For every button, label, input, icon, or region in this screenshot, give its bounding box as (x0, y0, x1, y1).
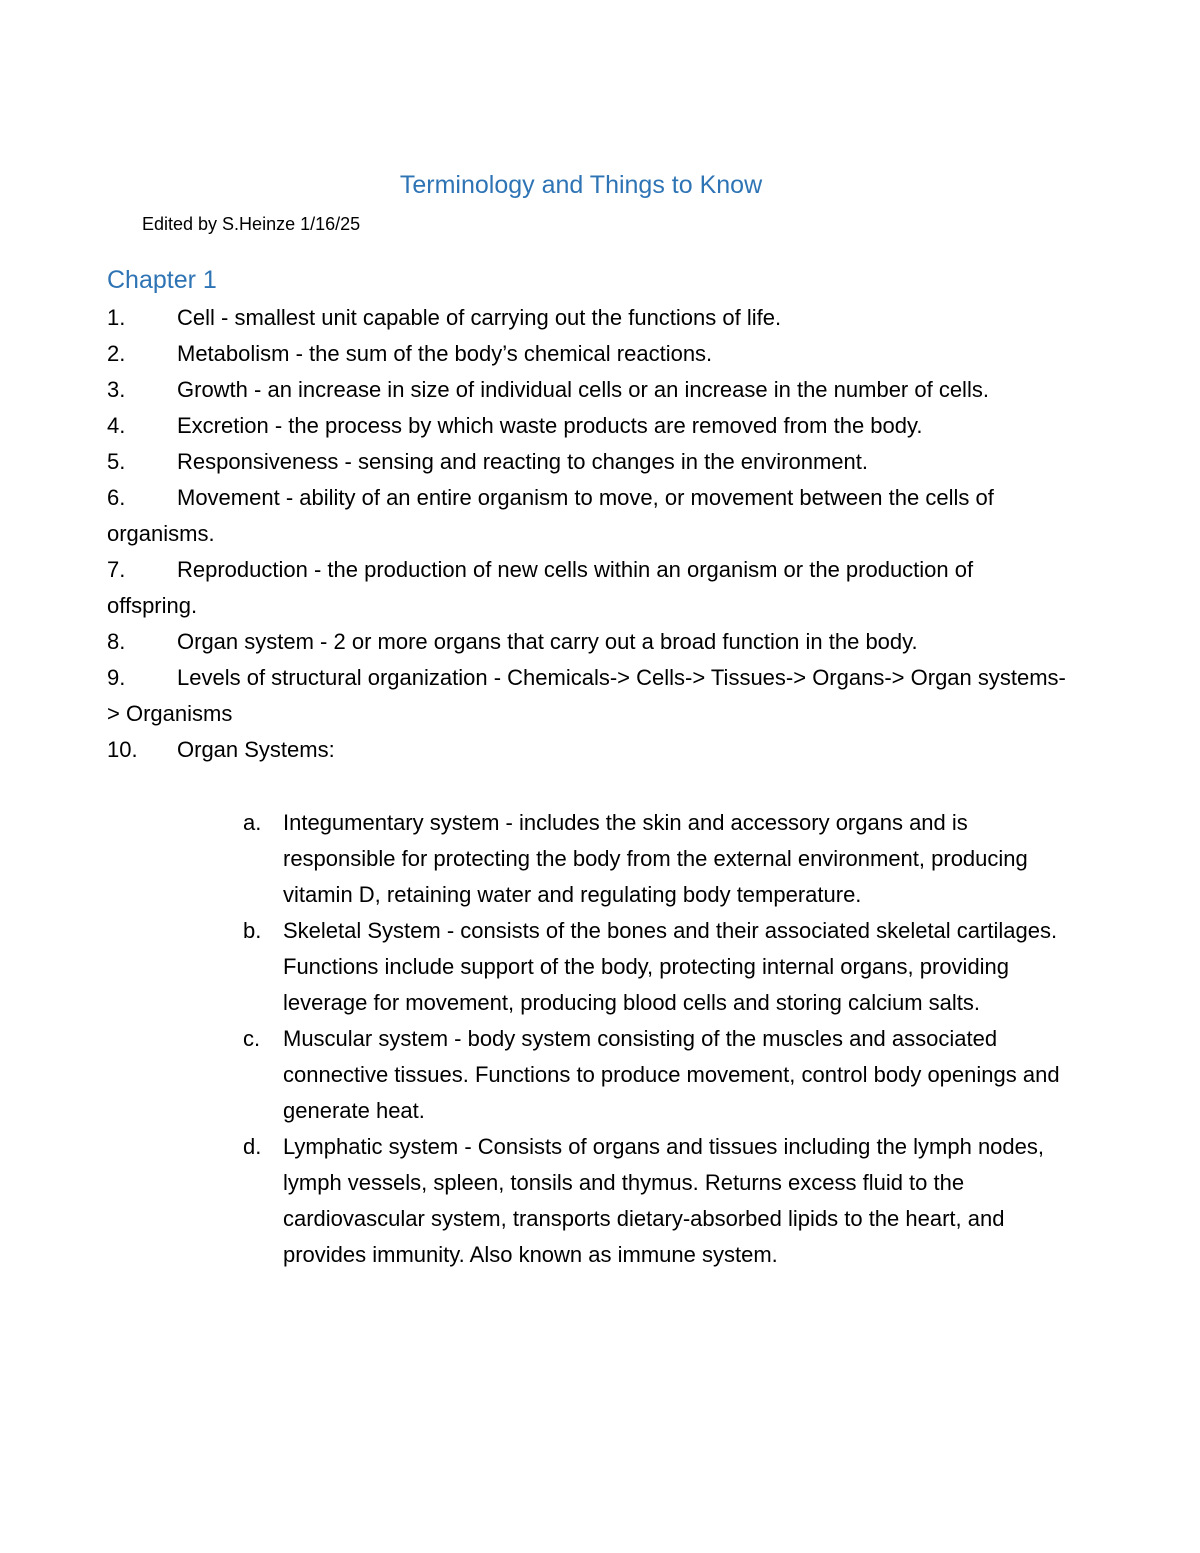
term-number: 7. (107, 557, 126, 582)
organ-system-item-a (243, 805, 1073, 913)
term-text: Responsiveness - sensing and reacting to changes in the environment. (177, 449, 868, 474)
term-text: Organ system - 2 or more organs that carry out a broad function in the body. (177, 629, 918, 654)
term-number: 10. (107, 737, 138, 762)
document-title: Terminology and Things to Know (399, 171, 763, 199)
term-item-3 (107, 372, 1067, 408)
sub-item-text: Lymphatic system - Consists of organs and tissues including the lymph nodes, lymph vessels, spleen, tonsils and thymus. Returns excess fluid to the cardiovascular system, transports dietary-absorbed lipids to the heart, and provides immunity. Also known as immune system. (283, 1134, 1044, 1267)
term-item-2 (107, 336, 1067, 372)
sub-item-text: Muscular system - body system consisting of the muscles and associated connective tissues. Functions to produce movement, control body openings and generate heat. (283, 1026, 1060, 1123)
term-number: 8. (107, 629, 126, 654)
organ-system-item-d (243, 1129, 1073, 1273)
edited-by-line: Edited by S.Heinze 1/16/25 (142, 214, 361, 234)
term-text: Movement - ability of an entire organism to move, or movement between the cells of organisms. (107, 485, 994, 546)
organ-systems-list (243, 805, 1073, 1273)
term-number: 5. (107, 449, 126, 474)
term-number: 3. (107, 377, 126, 402)
term-text: Metabolism - the sum of the body’s chemical reactions. (177, 341, 713, 366)
term-item-6 (107, 480, 1067, 552)
sub-item-letter: c. (243, 1026, 261, 1051)
term-number: 6. (107, 485, 126, 510)
term-item-8 (107, 624, 1067, 660)
term-text: Levels of structural organization - Chemicals-> Cells-> Tissues-> Organs-> Organ systems-> Organisms (107, 665, 1066, 726)
term-item-4 (107, 408, 1067, 444)
term-item-10 (107, 732, 1067, 768)
organ-system-item-c (243, 1021, 1073, 1129)
sub-item-text: Integumentary system - includes the skin and accessory organs and is responsible for protecting the body from the external environment, producing vitamin D, retaining water and regulating body temperature. (283, 810, 1028, 907)
sub-item-letter: d. (243, 1134, 262, 1159)
sub-item-text: Skeletal System - consists of the bones and their associated skeletal cartilages. Functions include support of the body, protecting internal organs, providing leverage for movement, producing blood cells and storing calcium salts. (283, 918, 1058, 1015)
chapter-heading: Chapter 1 (107, 266, 217, 294)
term-number: 9. (107, 665, 126, 690)
term-item-7 (107, 552, 1067, 624)
term-text: Reproduction - the production of new cells within an organism or the production of offspring. (107, 557, 974, 618)
sub-item-letter: b. (243, 918, 262, 943)
term-item-9 (107, 660, 1067, 732)
term-number: 2. (107, 341, 126, 366)
term-text: Growth - an increase in size of individual cells or an increase in the number of cells. (177, 377, 989, 402)
term-text: Organ Systems: (177, 737, 335, 762)
sub-item-letter: a. (243, 810, 262, 835)
term-text: Cell - smallest unit capable of carrying out the functions of life. (177, 305, 782, 330)
term-item-1 (107, 300, 1067, 336)
term-list (107, 300, 1067, 768)
term-text: Excretion - the process by which waste products are removed from the body. (177, 413, 923, 438)
organ-system-item-b (243, 913, 1073, 1021)
term-number: 4. (107, 413, 126, 438)
term-number: 1. (107, 305, 126, 330)
term-item-5 (107, 444, 1067, 480)
